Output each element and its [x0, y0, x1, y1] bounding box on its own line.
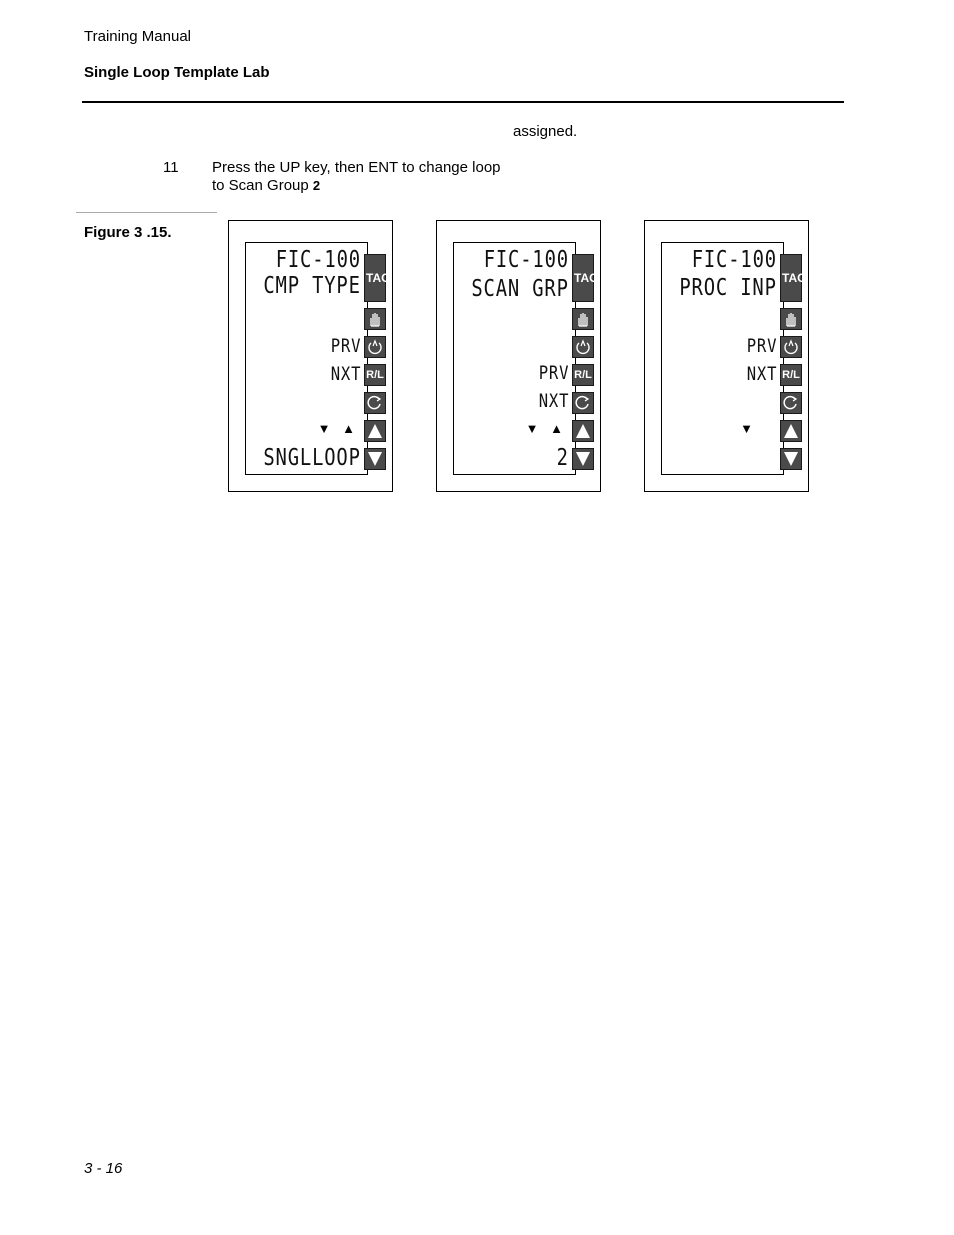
lcd-prv: PRV: [330, 335, 361, 357]
lcd-line2: SCAN GRP: [471, 276, 569, 302]
down-key[interactable]: [780, 448, 802, 470]
auto-key[interactable]: [364, 336, 386, 358]
down-arrow-icon: [367, 451, 383, 467]
hand-icon: [576, 311, 590, 327]
rl-key[interactable]: [364, 364, 386, 386]
lcd-line1: FIC-100: [483, 247, 569, 273]
lcd-arrows: ▼ ▲: [525, 421, 567, 436]
lcd-line1: FIC-100: [275, 247, 361, 273]
lcd-prv: PRV: [538, 362, 569, 384]
manual-hand-key[interactable]: [364, 308, 386, 330]
manual-hand-key[interactable]: [572, 308, 594, 330]
tag-key-label: TAG: [574, 271, 599, 285]
rl-key-label: R/L: [366, 369, 384, 381]
up-key[interactable]: [572, 420, 594, 442]
cycle-key[interactable]: [572, 392, 594, 414]
lcd-line2: CMP TYPE: [263, 273, 361, 299]
lcd-line2: PROC INP: [679, 275, 777, 301]
down-key[interactable]: [364, 448, 386, 470]
tag-key[interactable]: [572, 254, 599, 302]
lcd-line1: FIC-100: [691, 247, 777, 273]
tag-key[interactable]: [780, 254, 807, 302]
up-key[interactable]: [780, 420, 802, 442]
lcd-nxt: NXT: [538, 390, 569, 412]
step-text: [212, 159, 512, 195]
auto-key[interactable]: [572, 336, 594, 358]
faceplate-panel-3: [644, 220, 809, 492]
down-arrow-icon: [575, 451, 591, 467]
lcd-screen-3: [661, 242, 784, 475]
faceplate-panel-2: [436, 220, 601, 492]
header-rule: [82, 101, 844, 103]
refresh-icon: [367, 395, 383, 411]
auto-cycle-icon: [575, 339, 591, 355]
tag-key-label: TAG: [366, 271, 391, 285]
lcd-nxt: NXT: [330, 363, 361, 385]
lcd-prv: PRV: [746, 335, 777, 357]
lcd-arrows: ▼ ▲: [317, 421, 359, 436]
tag-key[interactable]: [364, 254, 391, 302]
rl-key[interactable]: [572, 364, 594, 386]
down-key[interactable]: [572, 448, 594, 470]
rl-key-label: R/L: [782, 369, 800, 381]
tag-key-label: TAG: [782, 271, 807, 285]
hand-icon: [784, 311, 798, 327]
lcd-screen-1: [245, 242, 368, 475]
down-arrow-icon: [783, 451, 799, 467]
up-arrow-icon: [367, 423, 383, 439]
auto-cycle-icon: [367, 339, 383, 355]
step-value: 2: [312, 178, 321, 193]
cycle-key[interactable]: [780, 392, 802, 414]
lcd-arrows: ▼: [740, 421, 757, 436]
manual-hand-key[interactable]: [780, 308, 802, 330]
up-arrow-icon: [783, 423, 799, 439]
lcd-bottom: SNGLLOOP: [263, 445, 361, 471]
step-number: 11: [163, 159, 179, 176]
hand-icon: [368, 311, 382, 327]
faceplate-panel-1: [228, 220, 393, 492]
header-subtitle: Single Loop Template Lab: [84, 64, 270, 81]
up-arrow-icon: [575, 423, 591, 439]
figure-rule: [76, 212, 217, 213]
refresh-icon: [783, 395, 799, 411]
figure-label: Figure 3 .15.: [84, 224, 172, 241]
auto-cycle-icon: [783, 339, 799, 355]
step-text-body: Press the UP key, then ENT to change loop to Scan Group: [212, 159, 501, 194]
auto-key[interactable]: [780, 336, 802, 358]
lcd-nxt: NXT: [746, 363, 777, 385]
cycle-key[interactable]: [364, 392, 386, 414]
up-key[interactable]: [364, 420, 386, 442]
continuation-text: assigned.: [513, 123, 578, 140]
lcd-bottom: 2: [556, 445, 569, 471]
lcd-screen-2: [453, 242, 576, 475]
header-title: Training Manual: [84, 28, 191, 45]
rl-key-label: R/L: [574, 369, 592, 381]
rl-key[interactable]: [780, 364, 802, 386]
refresh-icon: [575, 395, 591, 411]
page-number: 3 - 16: [84, 1160, 123, 1177]
